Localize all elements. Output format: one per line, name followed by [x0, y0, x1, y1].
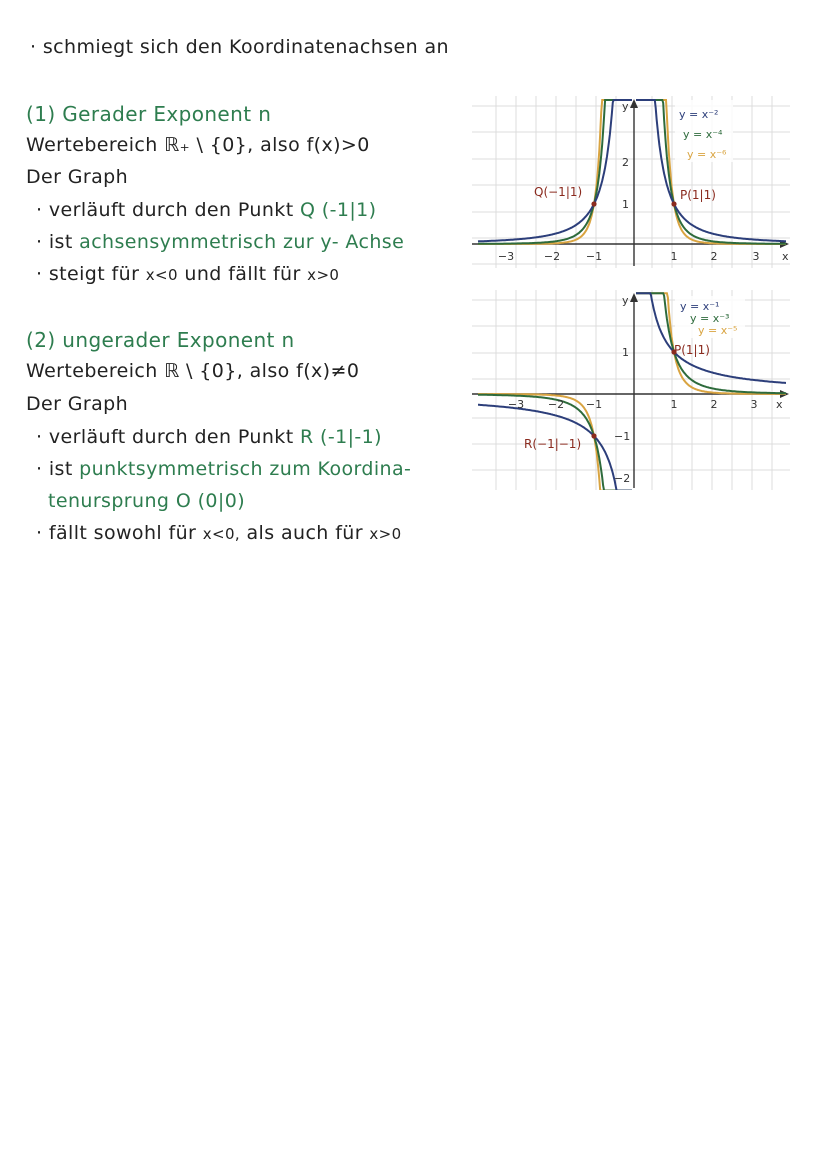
graph-even-tick-x-2: 2 [710, 250, 718, 263]
section1-range-cond: f(x)>0 [306, 134, 370, 156]
graph-odd-legend-n3: y = x⁻³ [690, 312, 730, 325]
graph-even-label-q: Q(−1|1) [534, 185, 583, 199]
graph-odd-tick-x-3: 3 [750, 398, 758, 411]
graph-odd-legend-n5: y = x⁻⁵ [698, 324, 738, 337]
graph-odd-tick-x-m3: −3 [507, 398, 525, 411]
graph-odd-tick-y-m2: −2 [614, 472, 631, 485]
graph-odd-tick-x-1: 1 [670, 398, 678, 411]
section2-bullet1 [36, 426, 382, 448]
section2-point-r: R (-1|-1) [300, 426, 382, 448]
graph-odd-y-arrow [630, 293, 638, 302]
section2-bullet1-text: · verläuft durch den Punkt [36, 426, 294, 448]
section2-bullet2-text: · ist [36, 458, 73, 480]
section2-graph-label: Der Graph [26, 393, 129, 415]
graph-even-tick-y-1: 1 [622, 198, 629, 211]
graph-even-tick-x-1: 1 [670, 250, 678, 263]
graph-odd-tick-y-1: 1 [622, 346, 629, 359]
section2-range [26, 360, 359, 382]
graph-even-tick-x-3: 3 [752, 250, 760, 263]
intro-line: · schmiegt sich den Koordinatenachsen an [30, 36, 449, 58]
graph-even-tick-x-m2: −2 [543, 250, 561, 263]
graph-even-y-label: y [622, 100, 629, 113]
graph-odd-tick-x-m1: −1 [585, 398, 603, 411]
section1-bullet3 [36, 263, 339, 285]
graph-odd-legend-n1: y = x⁻¹ [680, 300, 720, 313]
graph-odd-label-p: P(1|1) [674, 343, 710, 357]
section2-cond-pos: x>0 [369, 525, 402, 543]
graph-even-legend-n2: y = x⁻² [679, 108, 719, 121]
graph-even-tick-x-m3: −3 [497, 250, 515, 263]
section2-heading: (2) ungerader Exponent n [26, 328, 295, 352]
section1-bullet2 [36, 231, 404, 253]
graph-even-point-p [671, 201, 676, 206]
section1-bullet1-text: · verläuft durch den Punkt [36, 199, 294, 221]
graph-odd-tick-x-m2: −2 [547, 398, 565, 411]
section2-bullet3-a: · fällt sowohl für [36, 522, 197, 544]
graph-even-svg [472, 96, 790, 268]
section1-bullet3-a: · steigt für [36, 263, 140, 285]
graph-odd-x-label: x [776, 398, 783, 411]
section2-cond-neg: x<0, [202, 525, 241, 543]
graph-even-tick-y-2: 2 [622, 156, 629, 169]
section2-bullet2-cont [48, 490, 245, 512]
graph-even [472, 96, 790, 268]
section2-bullet3-b: als auch für [246, 522, 363, 544]
graph-even-legend-n4: y = x⁻⁴ [683, 128, 723, 141]
section2-range-also: also [249, 360, 290, 382]
graph-even-legend-n6: y = x⁻⁶ [687, 148, 727, 161]
graph-even-tick-x-m1: −1 [585, 250, 603, 263]
section2-bullet2 [36, 458, 411, 480]
section2-range-cond: f(x)≠0 [296, 360, 360, 382]
section2-symmetry-b: tenursprung [48, 490, 170, 512]
section1-graph-label: Der Graph [26, 166, 129, 188]
section2-range-label: Wertebereich ℝ \ {0}, [26, 360, 244, 382]
section1-cond-pos: x>0 [307, 266, 340, 284]
graph-even-curve-n6-left [478, 100, 632, 244]
graph-odd-point-r [591, 433, 596, 438]
graph-even-point-q [591, 201, 596, 206]
graph-odd-y-label: y [622, 294, 629, 307]
section1-heading: (1) Gerader Exponent n [26, 102, 272, 126]
section1-bullet2-text: · ist [36, 231, 73, 253]
section2-origin: O (0|0) [175, 490, 246, 512]
section1-range-also: also [260, 134, 301, 156]
section1-range-label: Wertebereich ℝ₊ \ {0}, [26, 134, 254, 156]
section2-bullet3 [36, 522, 402, 544]
section2-symmetry-a: punktsymmetrisch zum Koordina- [79, 458, 412, 480]
graph-even-label-p: P(1|1) [680, 188, 716, 202]
graph-odd-tick-x-2: 2 [710, 398, 718, 411]
section1-bullet3-b: und fällt für [184, 263, 301, 285]
graph-odd-label-r: R(−1|−1) [524, 437, 582, 451]
section1-cond-neg: x<0 [145, 266, 178, 284]
section1-symmetry: achsensymmetrisch zur y- Achse [79, 231, 405, 253]
section1-bullet1 [36, 199, 376, 221]
graph-odd [472, 290, 790, 490]
graph-even-x-label: x [782, 250, 789, 263]
graph-even-curve-n4-left [478, 100, 632, 244]
graph-odd-svg [472, 290, 790, 490]
graph-even-grid [472, 96, 790, 268]
section1-range [26, 134, 370, 156]
section1-point-q: Q (-1|1) [300, 199, 377, 221]
graph-odd-tick-y-m1: −1 [614, 430, 631, 443]
graph-even-curve-n2-left [478, 100, 632, 241]
